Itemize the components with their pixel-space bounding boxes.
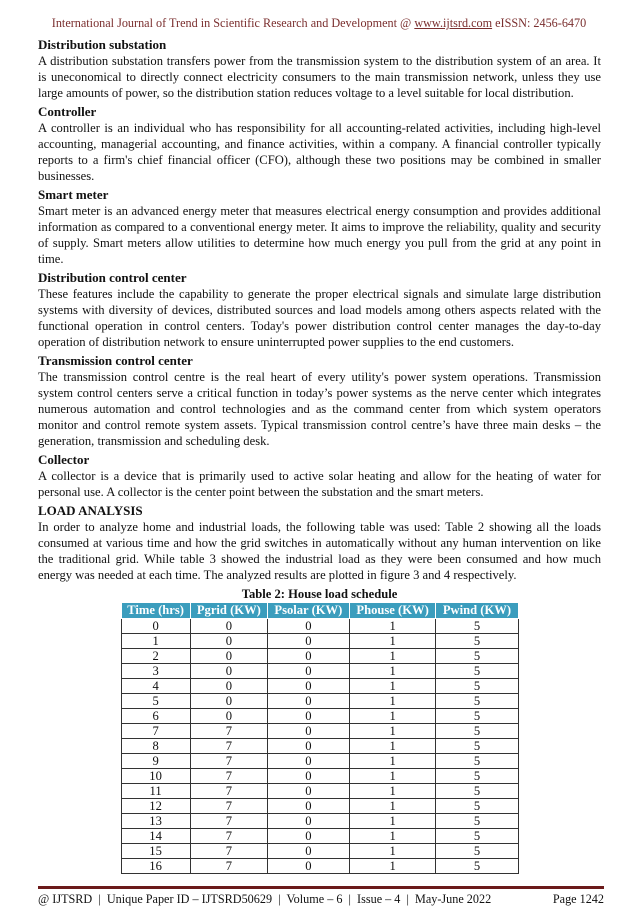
column-header: Phouse (KW) [349,603,436,619]
table-cell: 7 [190,799,267,814]
table-cell: 0 [190,649,267,664]
table-cell: 6 [121,709,190,724]
table-cell: 0 [268,754,350,769]
table-cell: 7 [190,784,267,799]
table-cell: 0 [268,859,350,874]
table-cell: 0 [268,814,350,829]
table-cell: 1 [121,634,190,649]
house-load-table [121,602,519,874]
table-row [121,634,518,649]
journal-name: International Journal of Trend in Scientific Research and Development @ [51,16,412,30]
table-cell: 7 [190,859,267,874]
table-cell: 7 [121,724,190,739]
table-cell: 5 [436,769,518,784]
table-row [121,769,518,784]
footer [38,892,604,907]
table-cell: 7 [190,829,267,844]
table-cell: 2 [121,649,190,664]
issn: eISSN: 2456-6470 [495,16,587,30]
table-cell: 0 [268,829,350,844]
table-cell: 9 [121,754,190,769]
table-cell: 0 [121,619,190,634]
table-cell: 0 [268,724,350,739]
table-row [121,829,518,844]
table-row [121,649,518,664]
table-cell: 12 [121,799,190,814]
column-header: Pgrid (KW) [190,603,267,619]
section-heading: Distribution substation [38,37,167,52]
table-row [121,709,518,724]
table-cell: 0 [268,694,350,709]
table-row [121,859,518,874]
table-cell: 5 [436,679,518,694]
table-cell: 0 [190,679,267,694]
table-row [121,799,518,814]
table-cell: 14 [121,829,190,844]
section-paragraph: A controller is an individual who has responsibility for all accounting-related activities, including high-level accounting, managerial accounting, and finance activities, within a company. A financial controller typically reports to a firm's chief financial officer (CFO), although these two positions may be combined in smaller businesses. [38,121,601,183]
table-row [121,814,518,829]
section-paragraph: Smart meter is an advanced energy meter that measures electrical energy consumption and provides additional information as compared to a conventional energy meter. It aims to improve the reliability, quality and security of supply. Smart meters allow utilities to determine how much energy you pull from the grid at any point in time. [38,204,601,266]
table-cell: 1 [349,619,436,634]
section-heading: Controller [38,104,97,119]
table-row [121,694,518,709]
running-header [0,0,638,31]
table-cell: 5 [436,739,518,754]
table-cell: 7 [190,739,267,754]
column-header: Time (hrs) [121,603,190,619]
section-heading: Collector [38,452,90,467]
table-cell: 15 [121,844,190,859]
footer-info: @ IJTSRD | Unique Paper ID – IJTSRD50629 | Volume – 6 | Issue – 4 | May-June 2022 [38,892,492,906]
table-cell: 1 [349,829,436,844]
table-cell: 11 [121,784,190,799]
table-cell: 0 [190,634,267,649]
section-heading: Distribution control center [38,270,187,285]
table-cell: 5 [436,724,518,739]
table-cell: 1 [349,844,436,859]
table-cell: 5 [436,619,518,634]
table-cell: 1 [349,814,436,829]
table-cell: 0 [190,694,267,709]
table-cell: 10 [121,769,190,784]
table-cell: 0 [268,619,350,634]
section-paragraph: A collector is a device that is primarily used to active solar heating and allow for the heating of water for personal use. A collector is the center point between the substation and the smart meters. [38,469,601,499]
table-row [121,724,518,739]
table-cell: 5 [436,814,518,829]
table-cell: 5 [436,784,518,799]
table-cell: 7 [190,844,267,859]
page-content [38,37,601,874]
table-cell: 0 [268,799,350,814]
table-cell: 5 [436,859,518,874]
column-header: Psolar (KW) [268,603,350,619]
table-cell: 4 [121,679,190,694]
section-paragraph: In order to analyze home and industrial loads, the following table was used: Table 2 showing all the loads consumed at various time and how the grid switches in automatically without any human intervention on like the traditional grid. While table 3 showed the industrial load as they were been consumed and how much energy was needed at each time. The analyzed results are plotted in figure 3 and 4 respectively. [38,520,601,582]
table-cell: 0 [268,649,350,664]
table-cell: 0 [268,634,350,649]
table-cell: 0 [268,709,350,724]
section-paragraph: A distribution substation transfers power from the transmission system to the distribution system of an area. It is uneconomical to directly connect electricity consumers to the main transmission network, unless they use large amounts of power, so the distribution station reduces voltage to a level suitable for local distribution. [38,54,601,100]
table-cell: 1 [349,754,436,769]
page-number: Page 1242 [552,892,604,906]
table-cell: 1 [349,724,436,739]
section-heading: LOAD ANALYSIS [38,503,143,518]
table-cell: 5 [436,829,518,844]
table-cell: 1 [349,739,436,754]
table-row [121,844,518,859]
table-cell: 5 [436,664,518,679]
table-cell: 1 [349,694,436,709]
table-cell: 5 [436,634,518,649]
footer-rule [38,886,604,889]
table-cell: 5 [436,844,518,859]
table-cell: 7 [190,769,267,784]
table-row [121,739,518,754]
table-cell: 1 [349,634,436,649]
table-cell: 5 [436,694,518,709]
section-paragraph: The transmission control centre is the real heart of every utility's power system operations. Transmission system control centers serve a critical function in today’s power systems as the nerve center which integrates numerous automation and control technologies and as the command center from which system operators monitor and control remote system assets. Typical transmission control centre’s have three main desks – the generation, transmission and scheduling desk. [38,370,601,448]
table-row [121,664,518,679]
table-cell: 1 [349,664,436,679]
section-heading: Transmission control center [38,353,193,368]
table-cell: 1 [349,799,436,814]
table-cell: 0 [190,709,267,724]
table-cell: 5 [436,709,518,724]
section-paragraph: These features include the capability to generate the proper electrical signals and simulate large distribution systems with diversity of devices, distributed sources and load models among others aspects related with the functional operation in control centers. Today's power distribution control center manages the day-to-day operation of distribution network to ensure uninterrupted power supplies to the end customers. [38,287,601,349]
footer-area [38,886,604,915]
journal-link[interactable]: www.ijtsrd.com [414,16,493,30]
table-cell: 0 [268,769,350,784]
table-cell: 1 [349,769,436,784]
table-cell: 0 [268,844,350,859]
table-cell: 5 [436,754,518,769]
table-cell: 0 [268,784,350,799]
table-cell: 0 [268,739,350,754]
table-cell: 8 [121,739,190,754]
table-cell: 7 [190,754,267,769]
table-cell: 0 [268,679,350,694]
section-heading: Smart meter [38,187,109,202]
table-cell: 0 [190,619,267,634]
table-cell: 7 [190,724,267,739]
table-cell: 0 [190,664,267,679]
table-cell: 5 [121,694,190,709]
table-cell: 13 [121,814,190,829]
table-cell: 7 [190,814,267,829]
table-cell: 16 [121,859,190,874]
table-caption: Table 2: House load schedule [241,587,398,601]
table-cell: 1 [349,709,436,724]
table-cell: 1 [349,784,436,799]
table-cell: 1 [349,679,436,694]
table-cell: 1 [349,859,436,874]
table-row [121,679,518,694]
table-cell: 0 [268,664,350,679]
table-cell: 5 [436,649,518,664]
table-cell: 5 [436,799,518,814]
table-row [121,619,518,634]
table-cell: 3 [121,664,190,679]
table-row [121,754,518,769]
table-cell: 1 [349,649,436,664]
column-header: Pwind (KW) [436,603,518,619]
table-row [121,784,518,799]
